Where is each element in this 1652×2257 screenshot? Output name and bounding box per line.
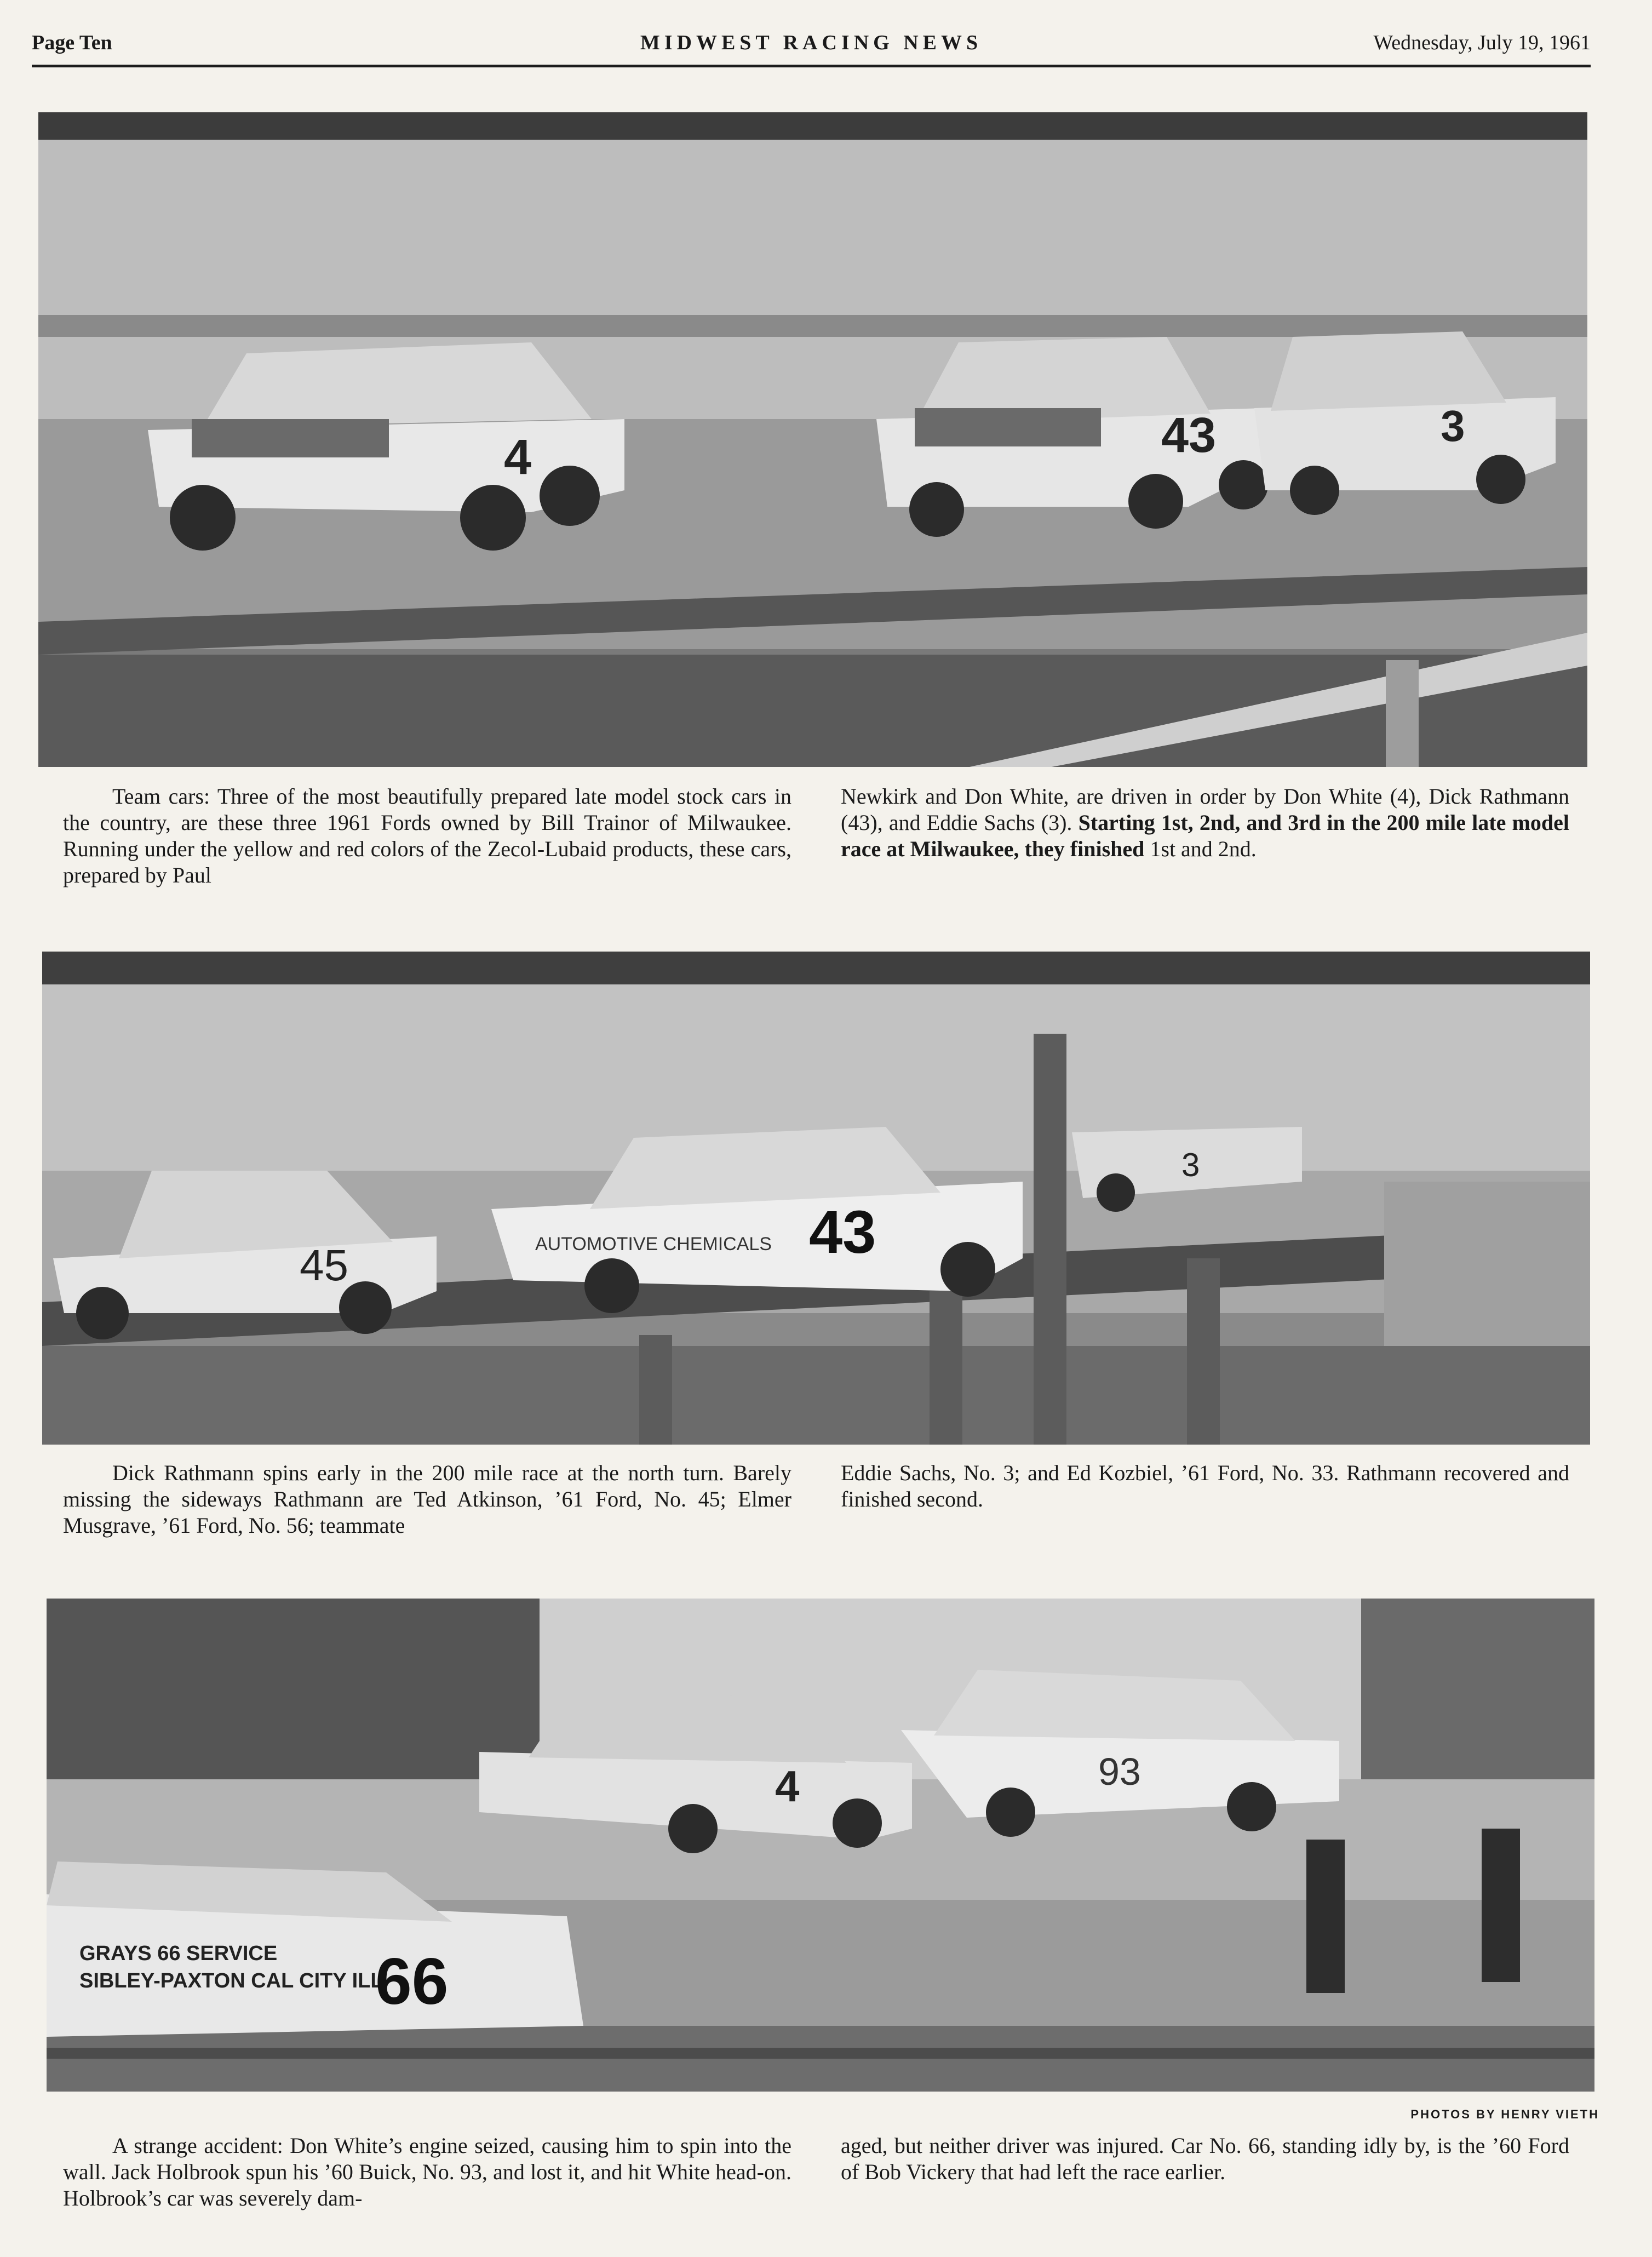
car-number: 66 (375, 1945, 449, 2018)
photo-rathmann-spin (42, 952, 1590, 1445)
car-number: 4 (504, 430, 532, 485)
caption-3-col-1: A strange accident: Don White’s engine seized, causing him to spin into the wall. Jack Holbrook spun his ’60 Buick, No. 93, and lost it, and hit White head-on. Holbrook’s car was severely dam- (63, 2133, 791, 2210)
car-number: 93 (1098, 1750, 1141, 1793)
photo-credit: PHOTOS BY HENRY VIETH (1410, 2107, 1599, 2121)
spectator (1482, 1829, 1520, 1982)
page-label: Page Ten (32, 31, 112, 54)
car-number: 43 (1161, 408, 1217, 463)
car-number: 3 (1441, 402, 1465, 450)
spectator (1306, 1840, 1345, 1993)
caption-2-col-2: Eddie Sachs, No. 3; and Ed Kozbiel, ’61 Ford, No. 33. Rathmann recovered and finished second. (841, 1460, 1569, 1511)
car-number: 45 (300, 1241, 348, 1290)
car-number: 43 (809, 1199, 876, 1266)
car-sponsor-text: SIBLEY-PAXTON CAL CITY ILL (79, 1969, 383, 1992)
car-sponsor-text: AUTOMOTIVE CHEMICALS (535, 1234, 772, 1254)
caption-2-col-1: Dick Rathmann spins early in the 200 mile race at the north turn. Barely missing the sideways Rathmann are Ted Atkinson, ’61 Ford, No. 45; Elmer Musgrave, ’61 Ford, No. 56; teammate (63, 1460, 791, 1538)
masthead-rule (32, 65, 1591, 67)
issue-date: Wednesday, July 19, 1961 (1373, 31, 1591, 54)
masthead (32, 26, 1591, 66)
publication-title: MIDWEST RACING NEWS (640, 31, 983, 54)
car-sponsor-text: GRAYS 66 SERVICE (79, 1942, 278, 1965)
photo-team-cars (38, 112, 1587, 767)
caption-1-col-2: Newkirk and Don White, are driven in order by Don White (4), Dick Rathmann (43), and Eddie Sachs (3). Starting 1st, 2nd, and 3rd in the 200 mile late model race at Milwaukee, they finished 1st and 2nd. (841, 784, 1569, 861)
photo-strange-accident (47, 1599, 1594, 2092)
caption-1-col-1: Team cars: Three of the most beautifully prepared late model stock cars in the country, are these three 1961 Fords owned by Bill Trainor of Milwaukee. Running under the yellow and red colors of the Zecol-Lubaid products, these cars, prepared by Paul (63, 784, 791, 887)
caption-3-col-2: aged, but neither driver was injured. Car No. 66, standing idly by, is the ’60 Ford of Bob Vickery that had left the race earlier. (841, 2133, 1569, 2184)
car-number: 4 (775, 1762, 800, 1811)
car-number: 3 (1181, 1147, 1200, 1183)
